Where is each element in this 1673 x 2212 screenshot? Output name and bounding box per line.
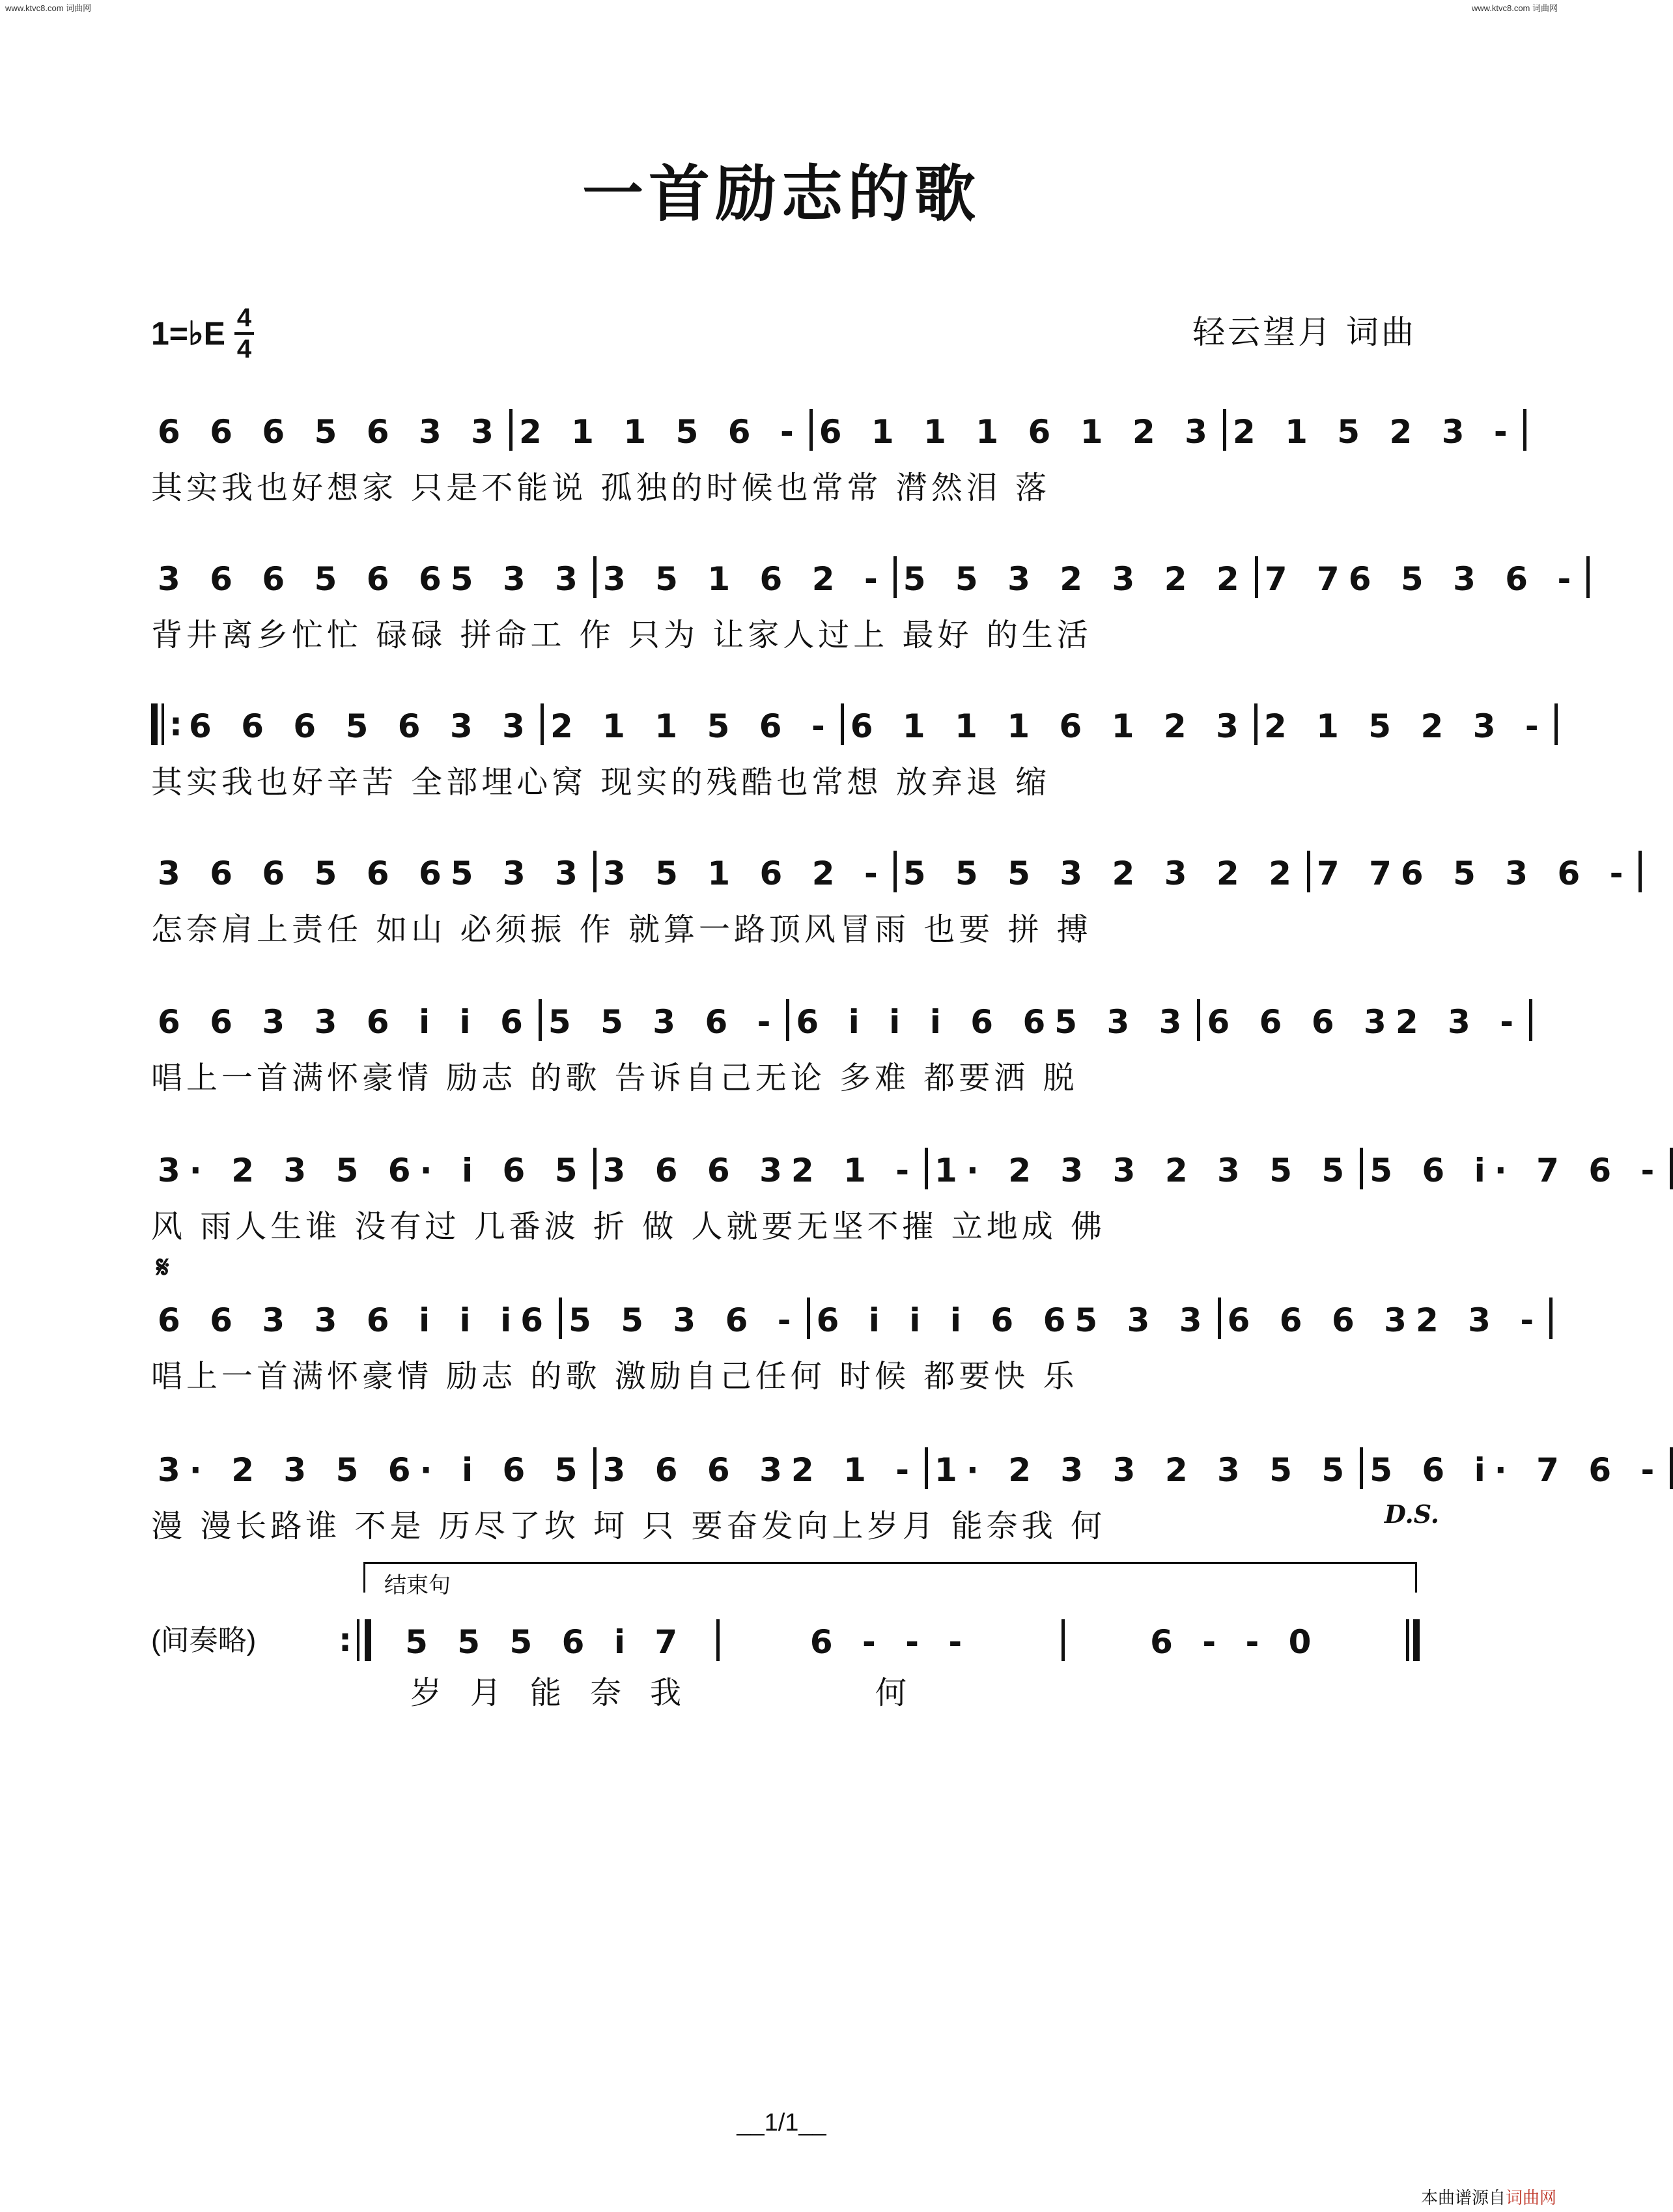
measure: 7 76 5 3 6 - xyxy=(1316,855,1633,892)
lyrics-line: 唱上一首满怀豪情 励志 的歌 激励自己任何 时候 都要快 乐 xyxy=(151,1358,1078,1395)
measure: 5 5 3 2 3 2 2 xyxy=(903,560,1248,598)
score-row-8 xyxy=(151,1437,1664,1546)
repeat-end-sign: : xyxy=(339,1619,375,1661)
measure: 3 5 1 6 2 - xyxy=(602,855,887,892)
measure: 6 6 6 32 3 - xyxy=(1227,1301,1543,1339)
coda-lyrics-end: 何 xyxy=(875,1675,907,1711)
time-signature xyxy=(234,305,254,362)
interlude-label: (间奏略) xyxy=(151,1624,257,1656)
measure: 3 6 6 32 1 - xyxy=(602,1451,919,1489)
time-sig-bottom: 4 xyxy=(236,335,252,363)
measure: 6 1 1 1 6 1 2 3 xyxy=(850,707,1248,745)
measure: 5 6 i· 7 6 - xyxy=(1370,1451,1664,1489)
ending-label: 结束句 xyxy=(384,1572,451,1598)
key-label: 1=♭E xyxy=(151,315,225,352)
lyrics-line: 其实我也好想家 只是不能说 孤独的时候也常常 潸然泪 落 xyxy=(151,470,1051,506)
measure: 6 6 3 3 6 i i 6 xyxy=(158,1003,532,1041)
lyrics-line: 漫 漫长路谁 不是 历尽了坎 坷 只 要奋发向上岁月 能奈我 何 xyxy=(151,1508,1106,1544)
measure: 2 1 5 2 3 - xyxy=(1232,413,1517,451)
time-sig-top: 4 xyxy=(236,304,252,332)
watermark-right: www.ktvc8.com 词曲网 xyxy=(1471,3,1558,13)
score-row-1 xyxy=(151,399,1517,507)
ending-bracket xyxy=(363,1562,1417,1593)
score-row-3 xyxy=(151,693,1548,802)
lyrics-line: 唱上一首满怀豪情 励志 的歌 告诉自己无论 多难 都要洒 脱 xyxy=(151,1060,1078,1096)
lyrics-line: 风 雨人生谁 没有过 几番波 折 做 人就要无坚不摧 立地成 佛 xyxy=(151,1208,1106,1245)
measure: 6 1 1 1 6 1 2 3 xyxy=(819,413,1216,451)
measure: 3 6 6 32 1 - xyxy=(602,1152,919,1189)
score-row-5 xyxy=(151,989,1523,1098)
measure: 2 1 5 2 3 - xyxy=(1263,707,1548,745)
measure: 5 5 3 6 - xyxy=(569,1301,800,1339)
measure: 2 1 1 5 6 - xyxy=(550,707,834,745)
measure: 3 5 1 6 2 - xyxy=(602,560,887,598)
measure: 6 - - 0 xyxy=(1150,1623,1321,1661)
measure: 6 6 6 32 3 - xyxy=(1207,1003,1523,1041)
score-row-7 xyxy=(151,1287,1543,1396)
song-title: 一首励志的歌 xyxy=(582,159,981,230)
measure: 6 i i i 6 65 3 3 xyxy=(796,1003,1191,1041)
measure: 6 6 3 3 6 i i i6 xyxy=(158,1301,553,1339)
measure: 5 5 5 3 2 3 2 2 xyxy=(903,855,1300,892)
author: 轻云望月 词曲 xyxy=(1192,313,1416,351)
dal-segno-mark: D.S. xyxy=(1384,1499,1439,1529)
repeat-start-sign: : xyxy=(151,703,182,745)
score-row-2 xyxy=(151,546,1581,655)
measure: 2 1 1 5 6 - xyxy=(518,413,803,451)
score-row-6 xyxy=(151,1137,1664,1246)
measure: 5 5 3 6 - xyxy=(548,1003,780,1041)
watermark-left: www.ktvc8.com 词曲网 xyxy=(5,3,92,13)
segno-sign: 𝄋 xyxy=(156,1249,169,1284)
measure: 3 6 6 5 6 65 3 3 xyxy=(158,560,587,598)
measure: 3 6 6 5 6 65 3 3 xyxy=(158,855,587,892)
coda-row xyxy=(339,1609,1420,1661)
page-number: __1/1__ xyxy=(737,2109,826,2136)
lyrics-line: 背井离乡忙忙 碌碌 拼命工 作 只为 让家人过上 最好 的生活 xyxy=(151,617,1092,653)
source-credit xyxy=(1421,2185,1556,2209)
measure: 3· 2 3 5 6· i 6 5 xyxy=(158,1451,587,1489)
measure: 5 6 i· 7 6 - xyxy=(1370,1152,1664,1189)
measure: 3· 2 3 5 6· i 6 5 xyxy=(158,1152,587,1189)
score-row-4 xyxy=(151,840,1633,949)
measure: 6 6 6 5 6 3 3 xyxy=(189,707,534,745)
measure: 5 5 5 6 i 7 xyxy=(405,1623,687,1661)
measure: 1· 2 3 3 2 3 5 5 xyxy=(935,1451,1354,1489)
source-text: 本曲谱源自 xyxy=(1420,2188,1506,2207)
measure: 7 76 5 3 6 - xyxy=(1264,560,1581,598)
key-signature xyxy=(151,305,254,362)
source-brand[interactable]: 词曲网 xyxy=(1505,2188,1556,2207)
measure: 1· 2 3 3 2 3 5 5 xyxy=(935,1152,1354,1189)
coda-lyrics: 岁月能奈我 xyxy=(410,1675,710,1711)
measure: 6 i i i 6 65 3 3 xyxy=(816,1301,1211,1339)
measure: 6 6 6 5 6 3 3 xyxy=(158,413,503,451)
lyrics-line: 怎奈肩上责任 如山 必须振 作 就算一路顶风冒雨 也要 拼 搏 xyxy=(151,911,1092,948)
lyrics-line: 其实我也好辛苦 全部埋心窝 现实的残酷也常想 放弃退 缩 xyxy=(151,764,1051,801)
measure: 6 - - - xyxy=(809,1623,972,1661)
